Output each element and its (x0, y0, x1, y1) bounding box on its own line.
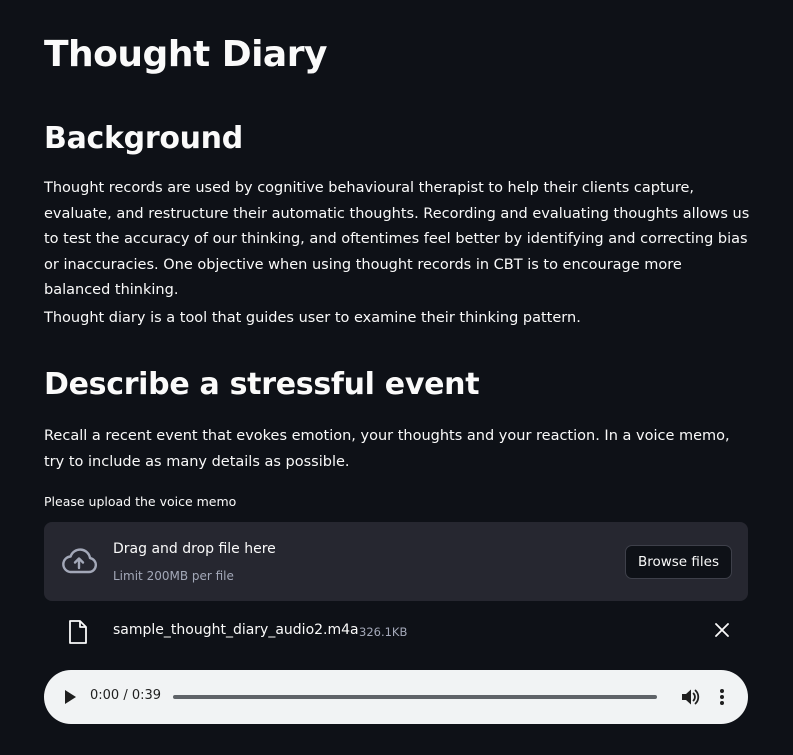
file-dropzone[interactable] (44, 522, 748, 601)
audio-seek-bar[interactable] (173, 695, 657, 699)
background-heading: Background (44, 121, 243, 156)
play-icon[interactable] (64, 690, 76, 704)
background-paragraph-tool: Thought diary is a tool that guides user to examine their thinking pattern. (44, 310, 581, 326)
more-options-icon[interactable] (719, 688, 725, 706)
cloud-upload-icon (60, 547, 98, 575)
volume-icon[interactable] (681, 688, 700, 706)
audio-time: 0:00 / 0:39 (90, 688, 162, 703)
page-title: Thought Diary (44, 34, 327, 75)
uploaded-file-size: 326.1KB (359, 625, 408, 639)
browse-files-button[interactable]: Browse files (625, 545, 732, 579)
dropzone-limit: Limit 200MB per file (113, 569, 234, 583)
uploaded-file-name: sample_thought_diary_audio2.m4a (113, 622, 359, 638)
file-icon (67, 619, 89, 645)
close-icon[interactable] (714, 622, 730, 638)
event-heading: Describe a stressful event (44, 367, 480, 402)
dropzone-text: Drag and drop file here (113, 541, 276, 557)
uploaded-file-row (44, 612, 748, 650)
audio-player (44, 670, 748, 724)
upload-label: Please upload the voice memo (44, 494, 237, 509)
background-paragraph: Thought records are used by cognitive behavioural therapist to help their clients capture, evaluate, and restructure their automatic thoughts. Recording and evaluating thoughts allows us to test the accuracy of our thinking, and oftentimes feel better by identifying and correcting bias or inaccuracies. One objective when using thought records in CBT is to encourage more balanced thinking. (44, 180, 750, 299)
event-instructions: Recall a recent event that evokes emotion, your thoughts and your reaction. In a voice memo, try to include as many details as possible. (44, 428, 730, 470)
